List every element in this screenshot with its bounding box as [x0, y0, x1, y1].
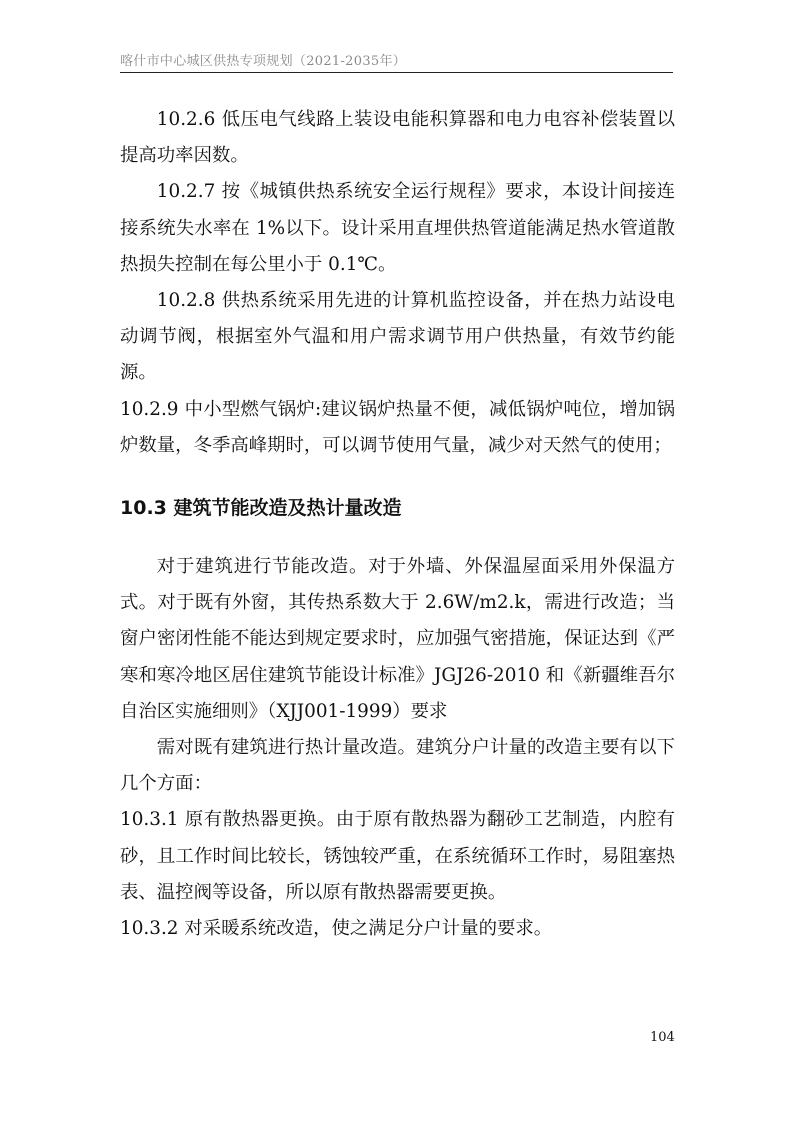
paragraph-10-2-6: 10.2.6 低压电气线路上装设电能积算器和电力电容补偿装置以提高功率因数。	[120, 109, 675, 167]
header-rule	[120, 72, 673, 73]
paragraph-10-2-8: 10.2.8 供热系统采用先进的计算机监控设备，并在热力站设电动调节阀，根据室外气温和用户需求调节用户供热量，有效节约能源。	[120, 290, 675, 384]
paragraph-10-3-1: 10.3.1 原有散热器更换。由于原有散热器为翻砂工艺制造，内腔有砂，且工作时间比较长，锈蚀较严重，在系统循环工作时，易阻塞热表、温控阀等设备，所以原有散热器需要更换。	[120, 809, 675, 903]
page-number: 104	[650, 1030, 675, 1045]
section-10-3-body	[120, 549, 675, 947]
paragraph-energy-saving: 对于建筑进行节能改造。对于外墙、外保温屋面采用外保温方式。对于既有外窗，其传热系数大于 2.6W/m2.k，需进行改造；当窗户密闭性能不能达到规定要求时，应加强气密措施，保证达到《严寒和寒冷地区居住建筑节能设计标准》JGJ26-2010 和《新疆维吾尔自治区实施细则》（XJJ001-1999）要求	[120, 556, 675, 722]
section-heading-10-3: 10.3 建筑节能改造及热计量改造	[120, 497, 402, 519]
paragraph-10-2-9: 10.2.9 中小型燃气锅炉:建议锅炉热量不便，减低锅炉吨位，增加锅炉数量，冬季高峰期时，可以调节使用气量，减少对天然气的使用；	[120, 398, 675, 456]
section-10-2-body	[120, 102, 675, 464]
running-header: 喀什市中心城区供热专项规划（2021-2035年）	[120, 54, 407, 69]
paragraph-10-2-7: 10.2.7 按《城镇供热系统安全运行规程》要求，本设计间接连接系统失水率在 1%以下。设计采用直埋供热管道能满足热水管道散热损失控制在每公里小于 0.1℃。	[120, 181, 675, 275]
paragraph-heat-metering: 需对既有建筑进行热计量改造。建筑分户计量的改造主要有以下几个方面：	[120, 737, 675, 795]
paragraph-10-3-2: 10.3.2 对采暖系统改造，使之满足分户计量的要求。	[120, 918, 553, 940]
